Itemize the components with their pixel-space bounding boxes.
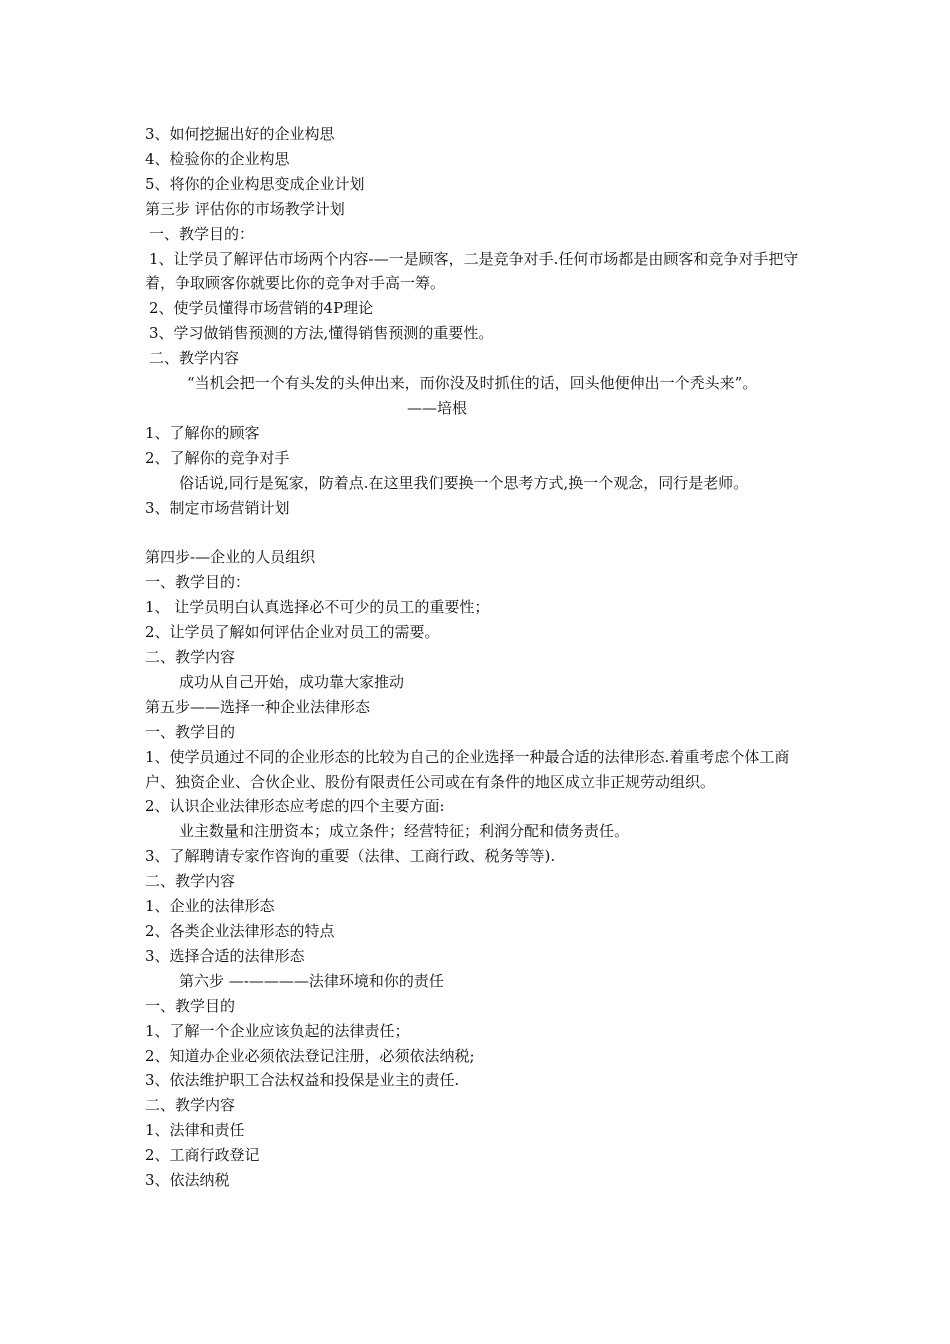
- section-heading-step6: 第六步 —-————法律环境和你的责任: [179, 971, 444, 990]
- list-item: 3、依法维护职工合法权益和投保是业主的责任.: [145, 1071, 460, 1090]
- list-item: 1、 让学员明白认真选择必不可少的员工的重要性；: [145, 598, 490, 617]
- list-item: 1、企业的法律形态: [145, 897, 275, 916]
- section-heading-step5: 第五步——选择一种企业法律形态: [145, 697, 371, 716]
- list-item: 2、各类企业法律形态的特点: [145, 921, 335, 940]
- subheading-teaching-purpose: 一、教学目的：: [149, 224, 255, 243]
- list-item: 3、如何挖掘出好的企业构思: [145, 125, 335, 143]
- list-item: 1、了解你的顾客: [145, 423, 260, 442]
- subheading-teaching-purpose: 一、教学目的: [145, 996, 236, 1015]
- paragraph-motto: 成功从自己开始，成功靠大家推动: [179, 672, 405, 691]
- quote-attribution: ——培根: [407, 398, 468, 417]
- list-item: 2、工商行政登记: [145, 1146, 260, 1165]
- quote-paragraph: [145, 371, 811, 421]
- list-item: 4、检验你的企业构思: [145, 149, 290, 168]
- subheading-teaching-content: 二、教学内容: [149, 349, 240, 368]
- list-item: 3、选择合适的法律形态: [145, 946, 305, 965]
- paragraph-purpose-1: 1、让学员了解评估市场两个内容-—一是顾客，二是竞争对手.任何市场都是由顾客和竞争对手把守着，争取顾客你就要比你的竞争对手高一筹。: [145, 249, 799, 293]
- document-body: [145, 122, 811, 1193]
- paragraph-aspects: 业主数量和注册资本；成立条件；经营特征；利润分配和债务责任。: [179, 822, 630, 841]
- list-item: 1、了解一个企业应该负起的法律责任；: [145, 1021, 410, 1040]
- list-item: 3、制定市场营销计划: [145, 498, 290, 517]
- list-item: 5、将你的企业构思变成企业计划: [145, 174, 365, 193]
- list-item: 2、知道办企业必须依法登记注册，必须依法纳税;: [145, 1046, 475, 1065]
- quote-text: “当机会把一个有头发的头伸出来，而你没及时抓住的话，回头他便伸出一个秃头来”。: [187, 374, 758, 393]
- list-item: 3、了解聘请专家作咨询的重要（法律、工商行政、税务等等).: [145, 847, 556, 866]
- subheading-teaching-purpose: 一、教学目的: [145, 722, 236, 741]
- subheading-teaching-content: 二、教学内容: [145, 872, 236, 891]
- subheading-teaching-content: 二、教学内容: [145, 1096, 236, 1115]
- section-heading-step4: 第四步-—企业的人员组织: [145, 548, 316, 567]
- list-item: 3、学习做销售预测的方法,懂得销售预测的重要性。: [149, 324, 494, 343]
- list-item: 2、了解你的竞争对手: [145, 448, 290, 467]
- paragraph-proverb: 俗话说,同行是冤家，防着点.在这里我们要换一个思考方式,换一个观念，同行是老师。: [179, 473, 749, 492]
- subheading-teaching-content: 二、教学内容: [145, 648, 236, 667]
- blank-line: [145, 521, 811, 546]
- list-item: 3、依法纳税: [145, 1171, 230, 1190]
- section-heading-step3: 第三步 评估你的市场教学计划: [145, 199, 345, 218]
- list-item: 2、认识企业法律形态应考虑的四个主要方面:: [145, 797, 445, 816]
- list-item: 2、让学员了解如何评估企业对员工的需要。: [145, 623, 440, 642]
- list-item: 2、使学员懂得市场营销的4P理论: [149, 299, 374, 318]
- paragraph-purpose-1: 1、使学员通过不同的企业形态的比较为自己的企业选择一种最合适的法律形态.着重考虑个体工商户、独资企业、合伙企业、股份有限责任公司或在有条件的地区成立非正规劳动组织。: [145, 747, 790, 791]
- subheading-teaching-purpose: 一、教学目的：: [145, 573, 251, 592]
- list-item: 1、法律和责任: [145, 1121, 245, 1140]
